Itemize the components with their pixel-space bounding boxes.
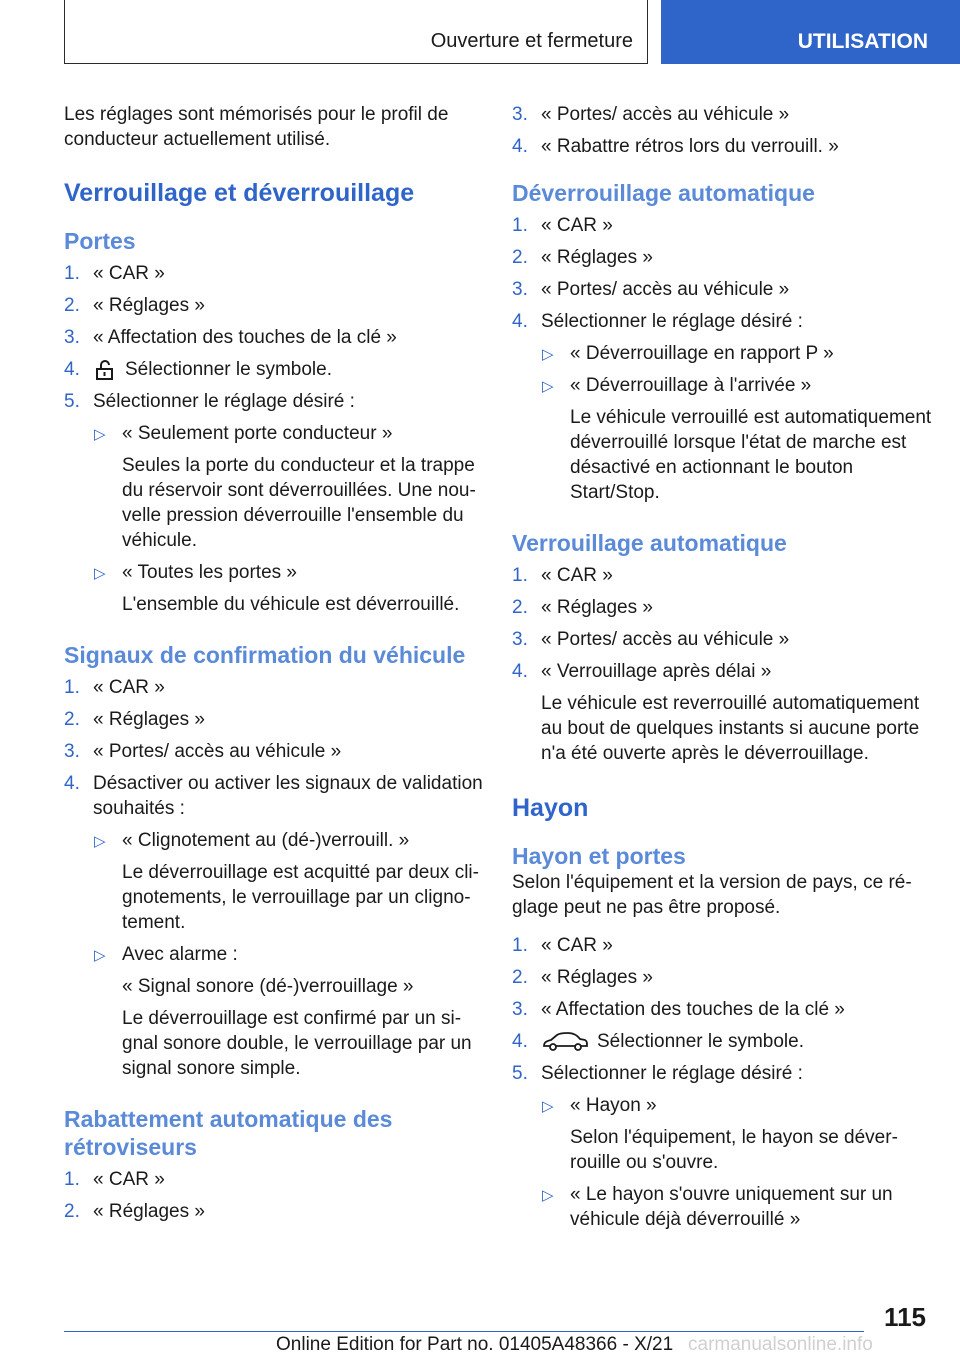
mirrors-step: 1. « CAR » xyxy=(64,1169,165,1190)
tailgate-option: ▷ « Hayon » xyxy=(542,1095,657,1116)
heading-signals: Signaux de confirmation du véhicule xyxy=(64,642,466,668)
footer-edition: Online Edition for Part no. 01405A48366 - X/21 xyxy=(276,1334,674,1355)
autolock-step: 1. « CAR » xyxy=(512,565,613,586)
intro-paragraph: Les réglages sont mémorisés pour le profil de conducteur actuellement utilisé. xyxy=(64,104,449,150)
autounlock-step: 2. « Réglages » xyxy=(512,247,653,268)
autounlock-step: 3. « Portes/ accès au véhicule » xyxy=(512,279,790,300)
signals-option: ▷ « Clignotement au (dé-)verrouill. » xyxy=(94,830,410,851)
section-title: Ouverture et fermeture xyxy=(430,30,633,52)
autounlock-step: 4. Sélectionner le réglage désiré : xyxy=(512,311,803,332)
tailgate-step: 1. « CAR » xyxy=(512,935,613,956)
header-section-box xyxy=(64,0,648,64)
doors-option: ▷ « Seulement porte conducteur » xyxy=(94,423,393,444)
tailgate-option-text: Selon l'équipement, le hayon se déverrouille ou s'ouvre. xyxy=(570,1127,898,1173)
left-column xyxy=(64,102,484,1224)
autolock-step: 2. « Réglages » xyxy=(512,597,653,618)
page-number: 115 xyxy=(884,1302,926,1332)
heading-doors: Portes xyxy=(64,228,136,254)
signals-step: 1. « CAR » xyxy=(64,677,165,698)
autolock-text: Le véhicule est reverrouillé automatiquement au bout de quelques instants si aucune porte n'a été ouverte après le déverrouillage. xyxy=(541,693,920,764)
tailgate-step: 5. Sélectionner le réglage désiré : xyxy=(512,1063,803,1084)
signals-option-text: Le déverrouillage est confirmé par un signal sonore double, le verrouillage par un signal sonore simple. xyxy=(122,1008,472,1079)
mirrors-step: 3. « Portes/ accès au véhicule » xyxy=(512,104,790,125)
car-outline-icon xyxy=(541,1031,589,1053)
doors-step: 4. Sélectionner le symbole. xyxy=(64,359,332,380)
footer-divider xyxy=(64,1331,864,1332)
doors-option-text: Seules la porte du conducteur et la trappe du réservoir sont déverrouillées. Une nouvelle pression déverrouille l'ensemble du véhicule. xyxy=(122,455,476,551)
heading-tailgate: Hayon xyxy=(512,794,589,822)
chapter-title: UTILISATION xyxy=(797,30,928,53)
signals-option-sub: « Signal sonore (dé-)verrouillage » xyxy=(122,976,414,997)
heading-auto-lock: Verrouillage automatique xyxy=(512,530,787,556)
right-column xyxy=(512,102,932,1232)
autounlock-step: 1. « CAR » xyxy=(512,215,613,236)
autolock-step: 4. « Verrouillage après délai » xyxy=(512,661,772,682)
signals-option: ▷ Avec alarme : xyxy=(94,944,238,965)
signals-step: 2. « Réglages » xyxy=(64,709,205,730)
doors-step: 5. Sélectionner le réglage désiré : xyxy=(64,391,355,412)
heading-lock-unlock: Verrouillage et déverrouillage xyxy=(64,179,415,207)
tailgate-step: 3. « Affectation des touches de la clé » xyxy=(512,999,845,1020)
autolock-step: 3. « Portes/ accès au véhicule » xyxy=(512,629,790,650)
signals-option-text: Le déverrouillage est acquitté par deux clignotements, le verrouillage par un clignotement. xyxy=(122,862,479,933)
heading-auto-unlock: Déverrouillage automatique xyxy=(512,180,815,206)
doors-step: 1. « CAR » xyxy=(64,263,165,284)
doors-option: ▷ « Toutes les portes » xyxy=(94,562,297,583)
signals-step: 3. « Portes/ accès au véhicule » xyxy=(64,741,342,762)
footer-watermark: carmanualsonline.info xyxy=(688,1334,873,1355)
autounlock-option-text: Le véhicule verrouillé est automatiquement déverrouillé lorsque l'état de marche est désactivé en actionnant le bouton Start/Stop. xyxy=(570,407,932,503)
mirrors-step: 4. « Rabattre rétros lors du verrouill. » xyxy=(512,136,839,157)
doors-option-text: L'ensemble du véhicule est déverrouillé. xyxy=(122,594,460,615)
autounlock-option: ▷ « Déverrouillage en rapport P » xyxy=(542,343,834,364)
header-chapter-box xyxy=(661,0,960,64)
tailgate-option: ▷ « Le hayon s'ouvre uniquement sur un véhicule déjà déverrouillé » xyxy=(542,1184,893,1230)
doors-step: 2. « Réglages » xyxy=(64,295,205,316)
tailgate-step: 2. « Réglages » xyxy=(512,967,653,988)
mirrors-step: 2. « Réglages » xyxy=(64,1201,205,1222)
heading-tailgate-doors: Hayon et portes xyxy=(512,843,686,869)
tailgate-intro: Selon l'équipement et la version de pays, ce réglage peut ne pas être proposé. xyxy=(512,872,912,918)
signals-step: 4. Désactiver ou activer les signaux de validation souhaités : xyxy=(64,773,483,819)
doors-step: 3. « Affectation des touches de la clé » xyxy=(64,327,397,348)
padlock-open-icon xyxy=(93,359,117,381)
heading-mirrors: Rabattement automatique des rétroviseurs xyxy=(64,1106,393,1160)
autounlock-option: ▷ « Déverrouillage à l'arrivée » xyxy=(542,375,812,396)
tailgate-step: 4. Sélectionner le symbole. xyxy=(512,1031,804,1052)
